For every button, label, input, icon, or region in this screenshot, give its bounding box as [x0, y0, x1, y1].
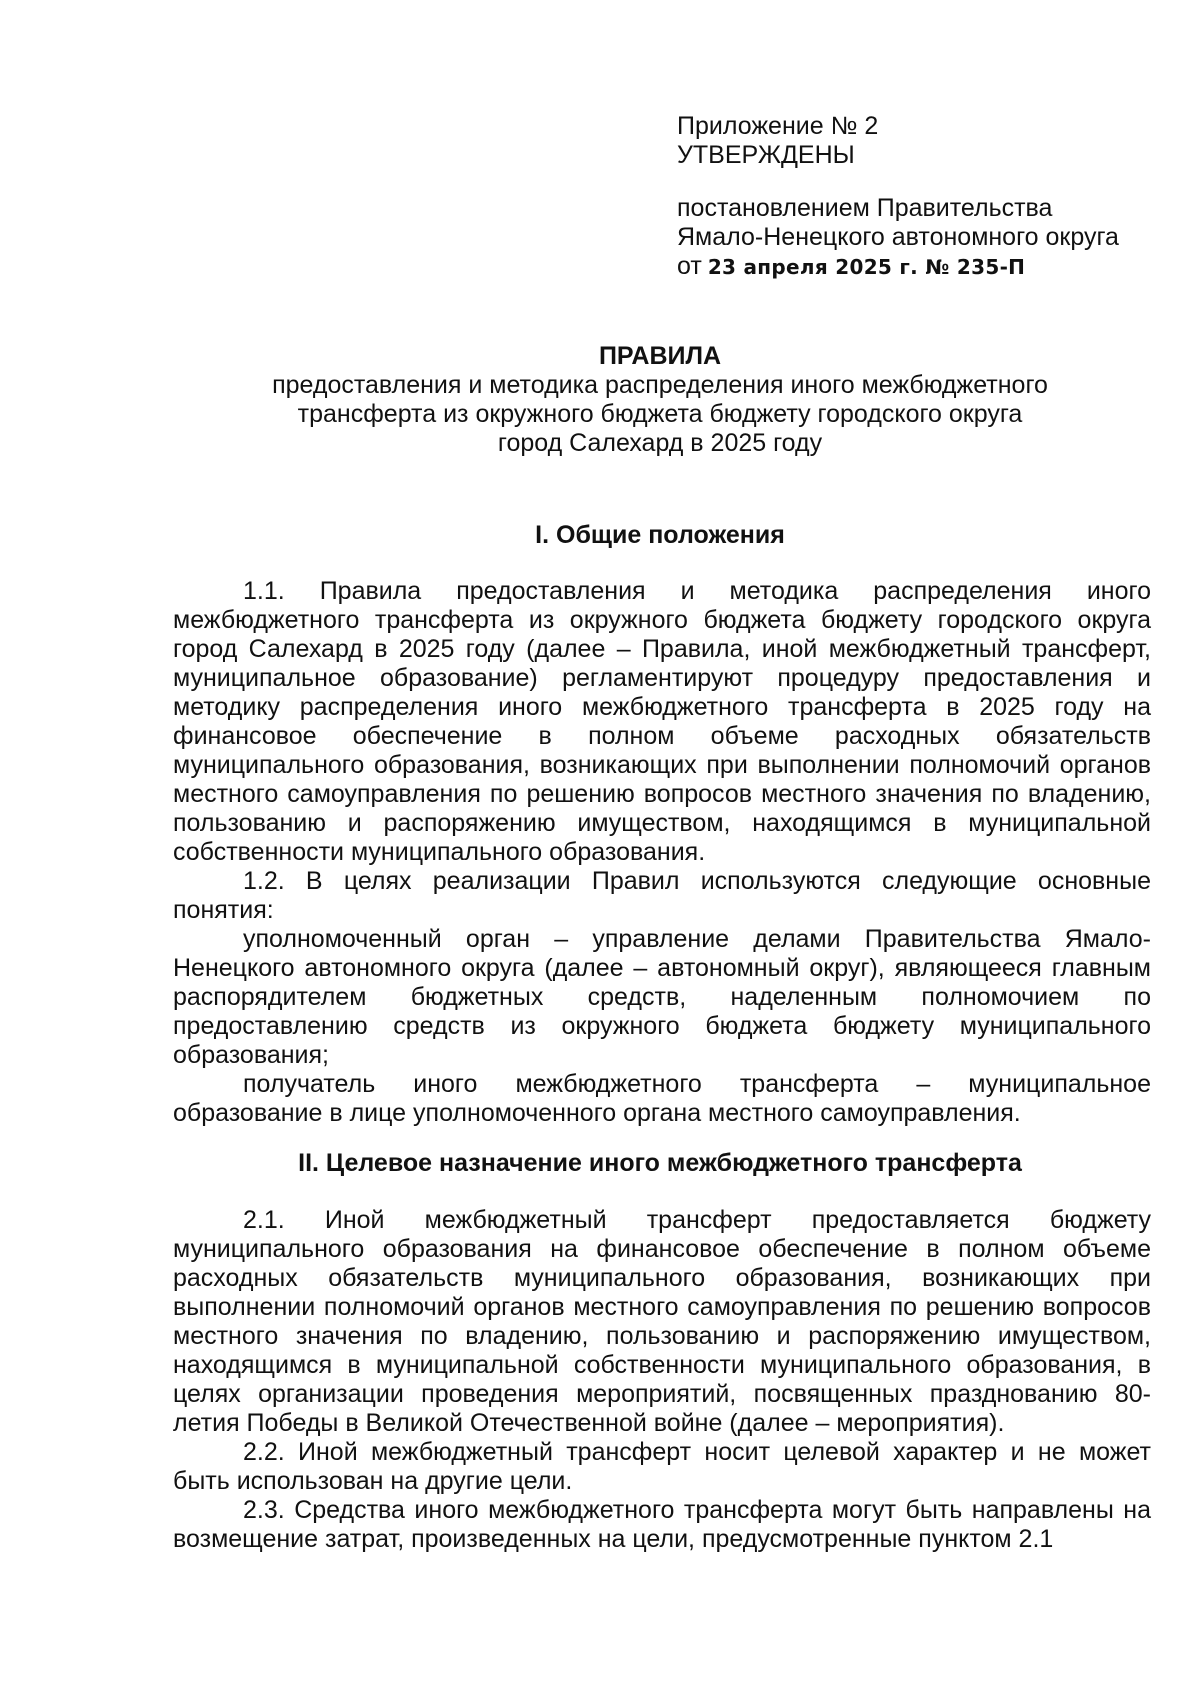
resolution-line-2: Ямало-Ненецкого автономного округа — [677, 223, 1119, 251]
section-2-heading: II. Целевое назначение иного межбюджетного трансферта — [298, 1149, 1022, 1177]
approval-block — [677, 112, 1157, 282]
approved-label: УТВЕРЖДЕНЫ — [677, 141, 855, 169]
date-number-stamp: 23 апреля 2025 г. № 235-П — [707, 255, 1026, 279]
section-2-body — [173, 1206, 1151, 1554]
appendix-number: Приложение № 2 — [677, 112, 879, 140]
paragraph-1-1: 1.1. Правила предоставления и методика распределения иного межбюджетного трансферта из окружного бюджета бюджету городского округа город Салехард в 2025 году (далее – Правила, иной межбюджетный трансферт, муниципальное образование) регламентируют процедуру предоставления и методику распределения иного межбюджетного трансферта в 2025 году на финансовое обеспечение в полном объеме расходных обязательств муниципального образования, возникающих при выполнении полномочий органов местного самоуправления по решению вопросов местного значения по владению, пользованию и распоряжению имуществом, находящимся в муниципальной собственности муниципального образования. — [173, 577, 1151, 866]
paragraph-2-1: 2.1. Иной межбюджетный трансферт предоставляется бюджету муниципального образования на финансовое обеспечение в полном объеме расходных обязательств муниципального образования, возникающих при выполнении полномочий органов местного самоуправления по решению вопросов местного значения по владению, пользованию и распоряжению имуществом, находящимся в муниципальной собственности муниципального образования, в целях организации проведения мероприятий, посвященных празднованию 80-летия Победы в Великой Отечественной войне (далее – мероприятия). — [173, 1206, 1151, 1437]
title-line-2: трансферта из окружного бюджета бюджету городского округа — [297, 400, 1023, 428]
paragraph-1-2: 1.2. В целях реализации Правил используются следующие основные понятия: — [173, 867, 1151, 924]
paragraph-definition-recipient: получатель иного межбюджетного трансферта – муниципальное образование в лице уполномоченного органа местного самоуправления. — [173, 1070, 1151, 1127]
section-1-heading: I. Общие положения — [535, 521, 785, 549]
resolution-date-line — [677, 252, 1157, 282]
resolution-line-1: постановлением Правительства — [677, 194, 1053, 222]
title-line-1: предоставления и методика распределения иного межбюджетного — [272, 371, 1048, 399]
paragraph-definition-authority: уполномоченный орган – управление делами Правительства Ямало-Ненецкого автономного округа (далее – автономный округ), являющееся главным распорядителем бюджетных средств, наделенным полномочием по предоставлению средств из окружного бюджета бюджету муниципального образования; — [173, 925, 1151, 1069]
date-prefix: от — [677, 252, 702, 280]
title-main: ПРАВИЛА — [598, 342, 722, 370]
document-title — [170, 342, 1150, 458]
spacer — [677, 170, 1157, 194]
paragraph-2-3: 2.3. Средства иного межбюджетного трансферта могут быть направлены на возмещение затрат, произведенных на цели, предусмотренные пунктом 2.1 — [173, 1496, 1151, 1553]
paragraph-2-2: 2.2. Иной межбюджетный трансферт носит целевой характер и не может быть использован на другие цели. — [173, 1438, 1151, 1495]
section-1-body — [173, 577, 1151, 1128]
title-line-3: город Салехард в 2025 году — [497, 429, 823, 457]
